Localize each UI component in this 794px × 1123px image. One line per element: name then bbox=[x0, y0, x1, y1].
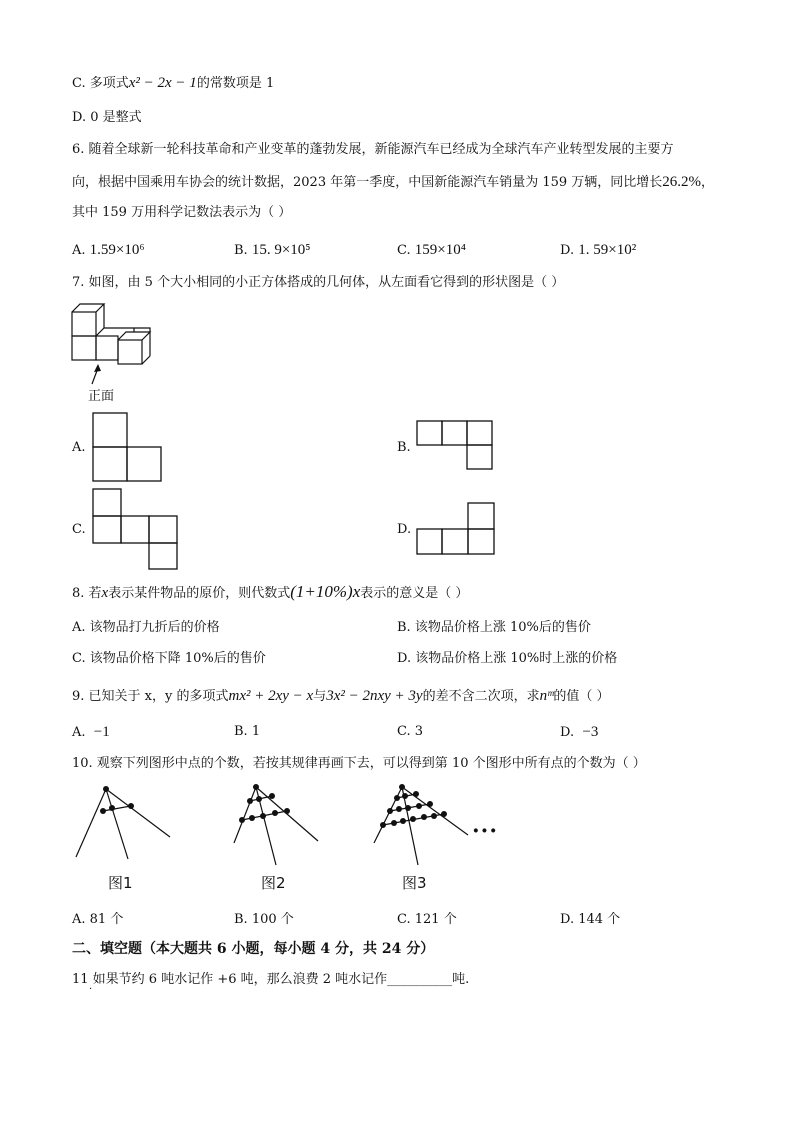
q7-option-b-shape bbox=[416, 420, 496, 470]
q7-front-label: 正面 bbox=[88, 389, 115, 404]
stray-dot: · bbox=[89, 984, 93, 995]
q7-option-a-label: A. bbox=[72, 440, 86, 455]
q6-stem-line1: 6. 随着全球新一轮科技革命和产业变革的蓬勃发展，新能源汽车已经成为全球汽车产业转型发展的主要方 bbox=[72, 142, 674, 157]
q10-option-c: C. 121 个 bbox=[397, 912, 457, 927]
q6-stem-line2: 向，根据中国乘用车协会的统计数据，2023 年第一季度，中国新能源汽车销量为 159 万辆，同比增长26.2%， bbox=[72, 174, 715, 190]
q7-cube-figure bbox=[70, 300, 170, 370]
q8-option-b: B. 该物品价格上涨 10%后的售价 bbox=[397, 620, 591, 635]
q7-option-d-shape bbox=[416, 502, 498, 558]
q9-option-c: C. 3 bbox=[397, 724, 424, 739]
q9-option-b: B. 1 bbox=[234, 724, 261, 739]
q10-option-b: B. 100 个 bbox=[234, 912, 294, 927]
q7-stem: 7. 如图，由 5 个大小相同的小正方体搭成的几何体，从左面看它得到的形状图是（ ） bbox=[72, 275, 565, 290]
q10-figure-1-label: 图1 bbox=[108, 874, 133, 892]
q8-stem: 8. 若x表示某件物品的原价，则代数式(1+10%)x表示的意义是（ ） bbox=[72, 582, 469, 601]
q10-figure-3-label: 图3 bbox=[402, 874, 427, 892]
q5-option-d: D. 0 是整式 bbox=[72, 110, 142, 125]
q8-option-c: C. 该物品价格下降 10%后的售价 bbox=[72, 651, 266, 666]
q9-option-d: D. −3 bbox=[560, 724, 599, 740]
q7-option-a-shape bbox=[92, 412, 164, 482]
q7-option-c-label: C. bbox=[72, 522, 86, 537]
q10-option-a: A. 81 个 bbox=[72, 912, 124, 927]
q7-option-d-label: D. bbox=[397, 522, 412, 537]
q6-option-d: D. 1. 59×10² bbox=[560, 242, 637, 258]
q7-option-c-shape bbox=[92, 488, 182, 570]
q7-option-b-label: B. bbox=[397, 440, 411, 455]
q6-option-a: A. 1.59×10⁶ bbox=[72, 242, 145, 258]
q10-figure-1 bbox=[70, 785, 180, 865]
q10-option-d: D. 144 个 bbox=[560, 912, 621, 927]
q10-stem: 10. 观察下列图形中点的个数，若按其规律再画下去，可以得到第 10 个图形中所有点的个数为（ ） bbox=[72, 756, 646, 771]
q6-stem-line3: 其中 159 万用科学记数法表示为（ ） bbox=[72, 205, 292, 220]
q6-option-b: B. 15. 9×10⁵ bbox=[234, 242, 311, 258]
q8-option-a: A. 该物品打九折后的价格 bbox=[72, 620, 220, 635]
q10-figure-3 bbox=[372, 783, 472, 868]
q9-option-a: A. −1 bbox=[72, 724, 110, 740]
section-2-title: 二、填空题（本大题共 6 小题，每小题 4 分，共 24 分） bbox=[72, 941, 435, 957]
q10-figure-2 bbox=[232, 783, 322, 868]
q5-option-c: C. 多项式x² − 2x − 1的常数项是 1 bbox=[72, 75, 275, 91]
q10-figure-2-label: 图2 bbox=[261, 874, 286, 892]
q6-option-c: C. 159×10⁴ bbox=[397, 242, 466, 258]
q11-stem: 11 如果节约 6 吨水记作 +6 吨，那么浪费 2 吨水记作__________吨. bbox=[72, 972, 470, 987]
q8-option-d: D. 该物品价格上涨 10%时上涨的价格 bbox=[397, 651, 618, 666]
q9-stem: 9. 已知关于 x，y 的多项式mx² + 2xy − x与3x² − 2nxy + 3y的差不含二次项，求nᵐ的值（ ） bbox=[72, 688, 610, 704]
q10-ellipsis: ··· bbox=[472, 818, 498, 844]
